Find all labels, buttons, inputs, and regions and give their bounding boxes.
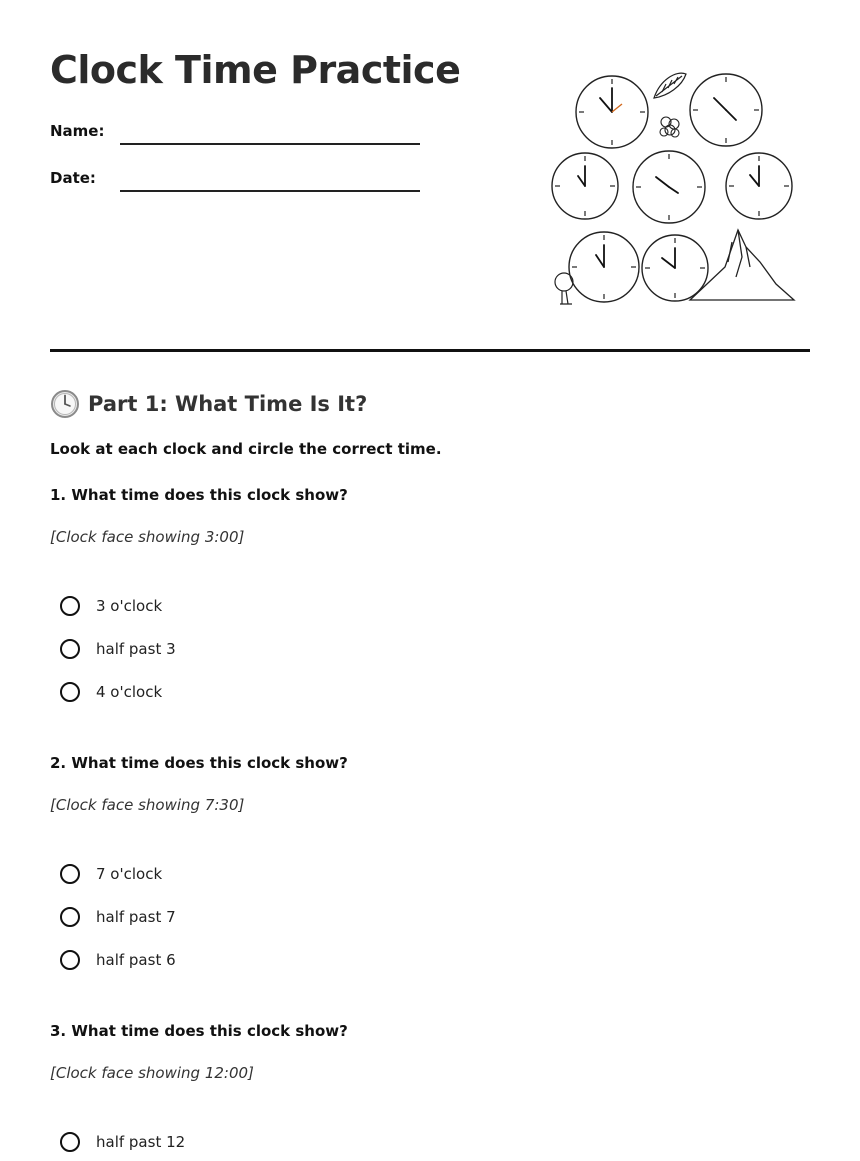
answer-option[interactable] (60, 947, 176, 973)
name-label: Name: (50, 122, 105, 140)
part1-instructions: Look at each clock and circle the correct time. (50, 440, 442, 458)
answer-option[interactable] (60, 904, 176, 930)
answer-option-label: half past 7 (96, 908, 176, 926)
radio-circle[interactable] (60, 950, 80, 970)
answer-option[interactable] (60, 1129, 185, 1155)
question-prompt: 3. What time does this clock show? (50, 1022, 348, 1040)
clock-figure-placeholder: [Clock face showing 3:00] (50, 528, 245, 546)
answer-option-label: half past 3 (96, 640, 176, 658)
radio-circle[interactable] (60, 864, 80, 884)
page-title: Clock Time Practice (50, 48, 461, 92)
radio-circle[interactable] (60, 907, 80, 927)
answer-option-label: 7 o'clock (96, 865, 163, 883)
name-field-line[interactable] (120, 143, 420, 145)
part1-heading (50, 388, 367, 420)
answer-option-label: 4 o'clock (96, 683, 163, 701)
section-divider (50, 349, 810, 352)
part1-title: Part 1: What Time Is It? (88, 392, 368, 416)
question-prompt: 1. What time does this clock show? (50, 486, 348, 504)
radio-circle[interactable] (60, 639, 80, 659)
answer-option[interactable] (60, 679, 162, 705)
answer-option[interactable] (60, 636, 176, 662)
answer-option-label: 3 o'clock (96, 597, 163, 615)
date-field-line[interactable] (120, 190, 420, 192)
clock-figure-placeholder: [Clock face showing 7:30] (50, 796, 245, 814)
answer-option-label: half past 6 (96, 951, 176, 969)
clock-figure-placeholder: [Clock face showing 12:00] (50, 1064, 254, 1082)
answer-option[interactable] (60, 861, 162, 887)
worksheet-page (50, 0, 810, 1161)
radio-circle[interactable] (60, 596, 80, 616)
question-prompt: 2. What time does this clock show? (50, 754, 348, 772)
answer-option-label: half past 12 (96, 1133, 186, 1151)
clock-icon (50, 389, 80, 419)
clock-collage-icon (550, 62, 800, 312)
date-label: Date: (50, 169, 96, 187)
answer-option[interactable] (60, 593, 162, 619)
radio-circle[interactable] (60, 682, 80, 702)
radio-circle[interactable] (60, 1132, 80, 1152)
